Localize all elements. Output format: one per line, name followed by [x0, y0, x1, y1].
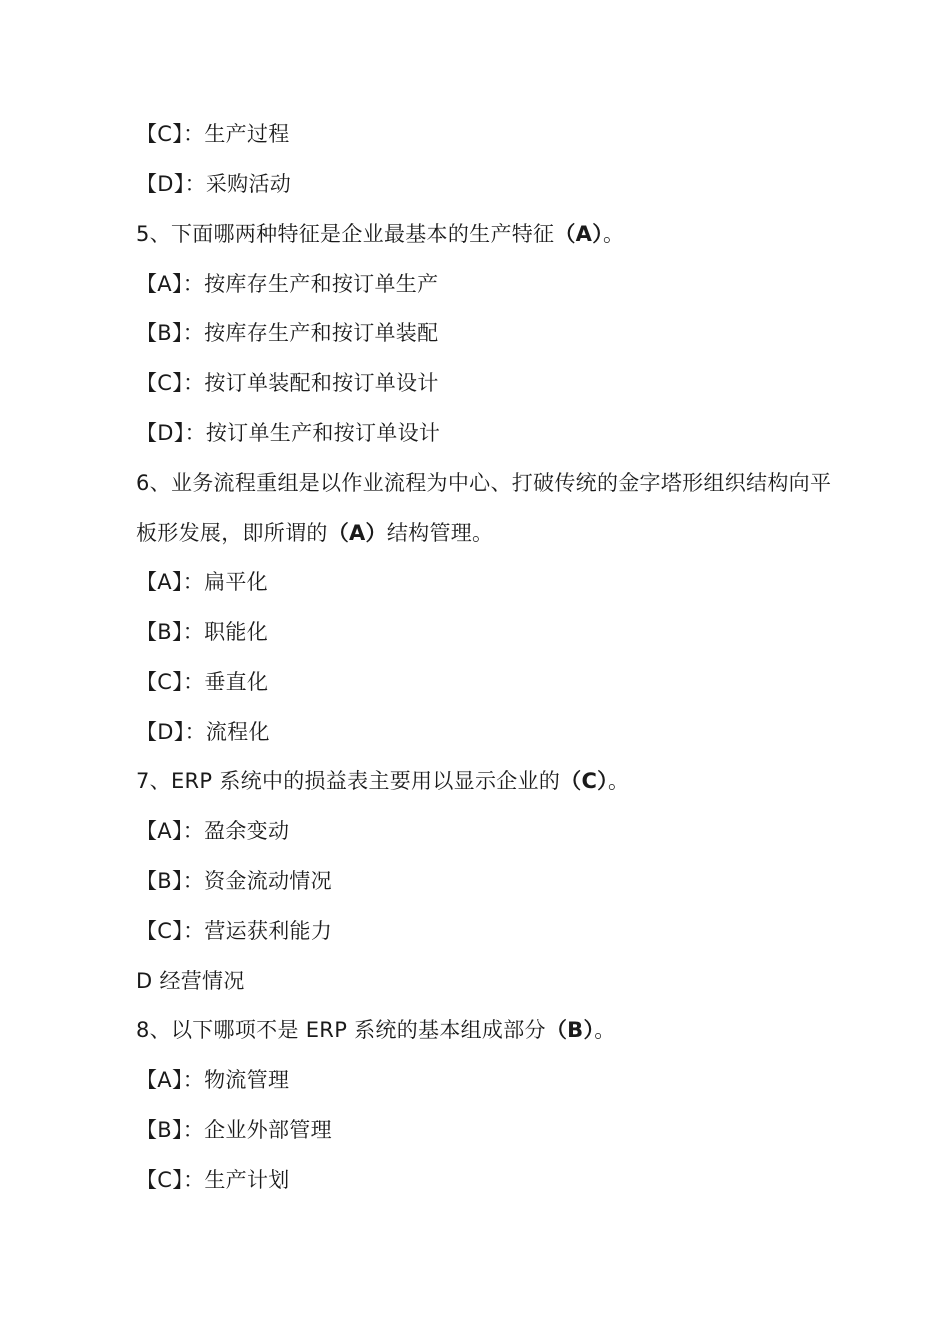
option-line: 【C】：营运获利能力 — [136, 919, 333, 943]
answer-mark: （C） — [560, 769, 608, 793]
question-line: 8、以下哪项不是 ERP 系统的基本组成部分（B）。 — [136, 1018, 616, 1042]
question-line: 7、ERP 系统中的损益表主要用以显示企业的（C）。 — [136, 769, 630, 793]
option-line: 【A】：扁平化 — [136, 570, 268, 594]
option-line: 【A】：盈余变动 — [136, 819, 290, 843]
question-line: 5、下面哪两种特征是企业最基本的生产特征（A）。 — [136, 222, 625, 246]
question-line: 板形发展，即所谓的（A）结构管理。 — [136, 521, 494, 545]
option-line: 【A】：按库存生产和按订单生产 — [136, 272, 439, 296]
option-line: 【D】：采购活动 — [136, 172, 292, 196]
option-line: 【C】：生产过程 — [136, 122, 290, 146]
option-line: 【D】：按订单生产和按订单设计 — [136, 421, 441, 445]
option-line: 【A】：物流管理 — [136, 1068, 290, 1092]
option-line: 【B】：按库存生产和按订单装配 — [136, 321, 439, 345]
option-line: 【B】：企业外部管理 — [136, 1118, 332, 1142]
plain-line: D 经营情况 — [136, 969, 245, 993]
option-line: 【C】：垂直化 — [136, 670, 269, 694]
option-line: 【B】：资金流动情况 — [136, 869, 332, 893]
option-line: 【C】：按订单装配和按订单设计 — [136, 371, 439, 395]
option-line: 【D】：流程化 — [136, 720, 270, 744]
question-line: 6、业务流程重组是以作业流程为中心、打破传统的金字塔形组织结构向平 — [136, 471, 832, 495]
option-line: 【C】：生产计划 — [136, 1168, 290, 1192]
answer-mark: （B） — [545, 1018, 595, 1042]
answer-mark: （A） — [327, 521, 387, 545]
answer-mark: （A） — [554, 222, 604, 246]
option-line: 【B】：职能化 — [136, 620, 269, 644]
